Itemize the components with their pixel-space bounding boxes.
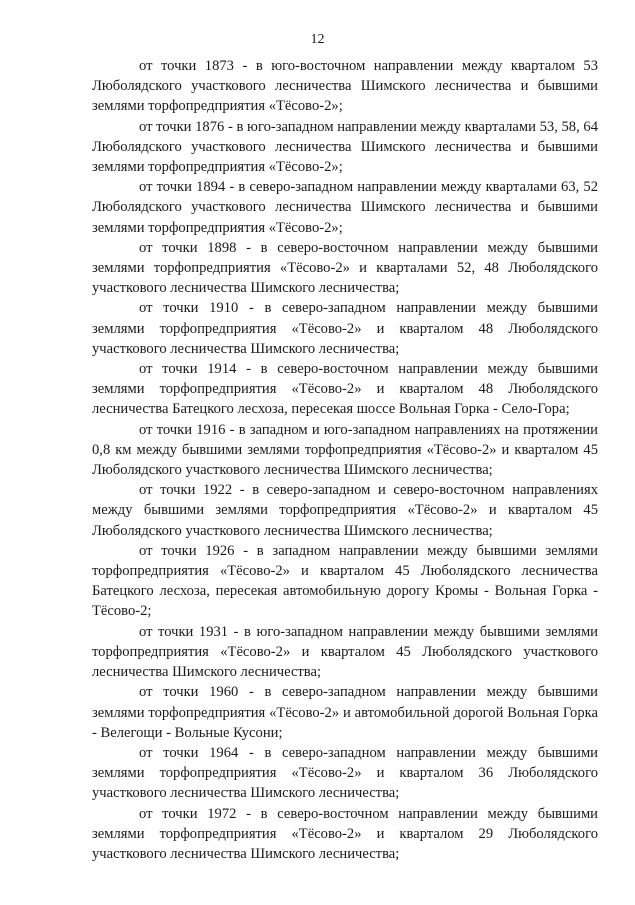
paragraph-point-1972: от точки 1972 - в северо-восточном направлении между бывшими землями торфопредприятия «Тёсово-2» и кварталом 29 Люболядского участкового лесничества Шимского лесничества; xyxy=(92,805,598,862)
paragraph-point-1876: от точки 1876 - в юго-западном направлении между кварталами 53, 58, 64 Люболядского участкового лесничества Шимского лесничества и бывшими землями торфопредприятия «Тёсово-2»; xyxy=(92,118,598,176)
body-text xyxy=(92,56,598,864)
paragraph-point-1910: от точки 1910 - в северо-западном направлении между бывшими землями торфопредприятия «Тёсово-2» и кварталом 48 Люболядского участкового лесничества Шимского лесничества; xyxy=(92,300,598,357)
paragraph-point-1898: от точки 1898 - в северо-восточном направлении между бывшими землями торфопредприятия «Тёсово-2» и кварталами 52, 48 Люболядского участкового лесничества Шимского лесничества; xyxy=(92,239,598,297)
paragraph-point-1873: от точки 1873 - в юго-восточном направлении между кварталом 53 Люболядского участкового лесничества Шимского лесничества и бывшими землями торфопредприятия «Тёсово-2»; xyxy=(92,58,598,115)
paragraph-point-1916: от точки 1916 - в западном и юго-западном направлениях на протяжении 0,8 км между бывшими землями торфопредприятия «Тёсово-2» и кварталом 45 Люболядского участкового лесничества Шимского лесничества; xyxy=(92,421,598,479)
paragraph-point-1964: от точки 1964 - в северо-западном направлении между бывшими землями торфопредприятия «Тёсово-2» и кварталом 36 Люболядского участкового лесничества Шимского лесничества; xyxy=(92,744,598,802)
paragraph-point-1931: от точки 1931 - в юго-западном направлении между бывшими землями торфопредприятия «Тёсово-2» и кварталом 45 Люболядского участкового лесничества Шимского лесничества; xyxy=(92,623,598,681)
paragraph-point-1926: от точки 1926 - в западном направлении между бывшими землями торфопредприятия «Тёсово-2» и кварталом 45 Люболядского лесничества Батецкого лесхоза, пересекая автомобильную дорогу Кромы - Вольная Горка - Тёсово-2; xyxy=(92,542,598,620)
page-number: 12 xyxy=(310,32,325,47)
paragraph-point-1894: от точки 1894 - в северо-западном направлении между кварталами 63, 52 Люболядского участкового лесничества Шимского лесничества и бывшими землями торфопредприятия «Тёсово-2»; xyxy=(92,179,598,236)
paragraph-point-1922: от точки 1922 - в северо-западном и северо-восточном направлениях между бывшими землями торфопредприятия «Тёсово-2» и кварталом 45 Люболядского участкового лесничества Шимского лесничества; xyxy=(92,482,598,539)
paragraph-point-1960: от точки 1960 - в северо-западном направлении между бывшими землями торфопредприятия «Тёсово-2» и автомобильной дорогой Вольная Горка - Велегощи - Вольные Кусони; xyxy=(92,684,598,741)
paragraph-point-1914: от точки 1914 - в северо-восточном направлении между бывшими землями торфопредприятия «Тёсово-2» и кварталом 48 Люболядского лесничества Батецкого лесхоза, пересекая шоссе Вольная Горка - Село-Гора; xyxy=(92,361,598,418)
